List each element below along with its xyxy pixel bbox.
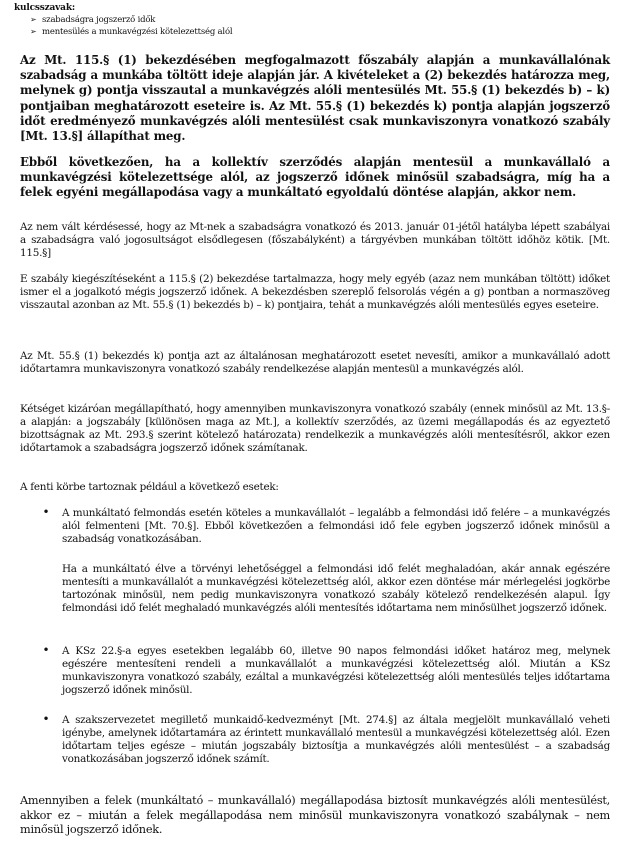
keyword-text: szabadságra jogszerző idők: [42, 15, 156, 25]
bullet-text-ksz: A KSz 22.§-a egyes esetekben legalább 60, illetve 90 napos felmondási időket határoz meg, melynek egészére mentesíteni rendeli a munkavállalót a munkavégzési kötelezettség alól. Miután a KSz munkaviszonyra vonatkozó szabály, ezáltal a munkavégzési kötelezettség alóli mentesülés teljes időtartama jogszerző időnek minősül.: [62, 645, 610, 697]
paragraph-55-k: Az Mt. 55.§ (1) bekezdés k) pontja azt az általánosan meghatározott esetet nevesíti, amikor a munkavállaló adott időtartamra munkaviszonyra vonatkozó szabály rendelkezése alapján mentesül a munkavégzés alól.: [20, 350, 610, 376]
paragraph-certainty: Kétséget kizáróan megállapítható, hogy amennyiben munkaviszonyra vonatkozó szabály (ennek minősül az Mt. 13.§-a alapján: a jogszabály [különösen maga az Mt.], a kollektív szerződés, az üzemi megállapodás és az egyeztető bizottságnak az Mt. 293.§ szerint kötelező határozata) rendelkezik a munkavégzés alóli mentesítésről, akkor ezen időtartamok a szabadságra jogszerző időnek számítanak.: [20, 403, 610, 455]
paragraph-consequence: Ebből következően, ha a kollektív szerződés alapján mentesül a munkavállaló a munkavégzési kötelezettsége alól, az jogszerző időnek minősül szabadságra, míg ha a felek egyéni megállapodása vagy a munkáltató egyoldalú döntése alapján, akkor nem.: [20, 155, 610, 200]
arrow-bullet-icon: ➢: [30, 15, 37, 24]
bullet-text-union: A szakszervezetet megillető munkaidő-kedvezményt [Mt. 274.§] az általa megjelölt munkavállaló veheti igénybe, amelynek időtartamára az érintett munkavállaló mentesül a munkavégzési kötelezettség alól. Ezen időtartam teljes egésze – miután jogszabály biztosítja a munkavégzés alóli mentesülést – a szabadság vonatkozásában jogszerző időnek számít.: [62, 714, 610, 766]
paragraph-examples-intro: A fenti körbe tartoznak például a következő esetek:: [20, 481, 279, 493]
keywords-title: kulcsszavak:: [14, 3, 75, 13]
bullet-icon: •: [42, 505, 50, 519]
paragraph-main-rule: Az Mt. 115.§ (1) bekezdésében megfogalmazott főszabály alapján a munkavállalónak szabadság a munkába töltött ideje alapján jár. A kivételeket a (2) bekezdés határozza meg, melynek g) pontja visszautal a munkavégzés alóli mentesülés Mt. 55.§ (1) bekezdés b) – k) pontjaiban meghatározott eseteire is. Az Mt. 55.§ (1) bekezdés k) pontja alapján jogszerző időt eredményező munkavégzés alóli mentesülést csak munkaviszonyra vonatkozó szabály [Mt. 13.§] állapíthat meg.: [20, 53, 610, 144]
bullet-icon: •: [42, 643, 50, 657]
bullet-text-termination: A munkáltató felmondás esetén köteles a munkavállalót – legalább a felmondási idő felére – a munkavégzés alól felmenteni [Mt. 70.§]. Ebből következően a felmondási idő fele egyben jogszerző időnek minősül a szabadság vonatkozásában.: [62, 507, 610, 546]
keyword-item: [30, 27, 232, 37]
paragraph-question: Az nem vált kérdésessé, hogy az Mt-nek a szabadságra vonatkozó és 2013. január 01-jétől hatályba lépett szabályai a szabadságra való jogosultságot elsődlegesen (főszabályként) a tárgyévben munkában töltött időhöz kötik. [Mt. 115.§]: [20, 221, 610, 260]
keyword-item: [30, 15, 155, 25]
bullet-text-termination-extra: Ha a munkáltató élve a törvényi lehetőséggel a felmondási idő felét meghaladóan, akár annak egészére mentesíti a munkavállalót a munkavégzési kötelezettség alól, akkor ezen döntése már mérlegelési jogkörbe tartozónak minősül, nem pedig munkaviszonyra vonatkozó szabály kötelező rendelkezésén alapul. Így felmondási idő felét meghaladó munkavégzés alóli mentesítés időtartama nem minősülhet jogszerző időnek.: [62, 563, 610, 615]
paragraph-supplement: E szabály kiegészítéseként a 115.§ (2) bekezdése tartalmazza, hogy mely egyéb (azaz nem munkában töltött) időket ismer el a jogalkotó mégis jogszerző időnek. A bekezdésben szereplő felsorolás végén a g) pontban a normaszöveg visszautal azonban az Mt. 55.§ (1) bekezdés b) – k) pontjaira, tehát a munkavégzés alóli mentesülés egyes eseteire.: [20, 273, 610, 312]
keyword-text: mentesülés a munkavégzési kötelezettség alól: [42, 27, 233, 37]
paragraph-agreement: Amennyiben a felek (munkáltató – munkavállaló) megállapodása biztosít munkavégzés alóli mentesülést, akkor ez – miután a felek megállapodása nem minősül munkaviszonyra vonatkozó szabálynak – nem minősül jogszerző időnek.: [20, 794, 610, 837]
bullet-icon: •: [42, 712, 50, 726]
arrow-bullet-icon: ➢: [30, 27, 37, 36]
